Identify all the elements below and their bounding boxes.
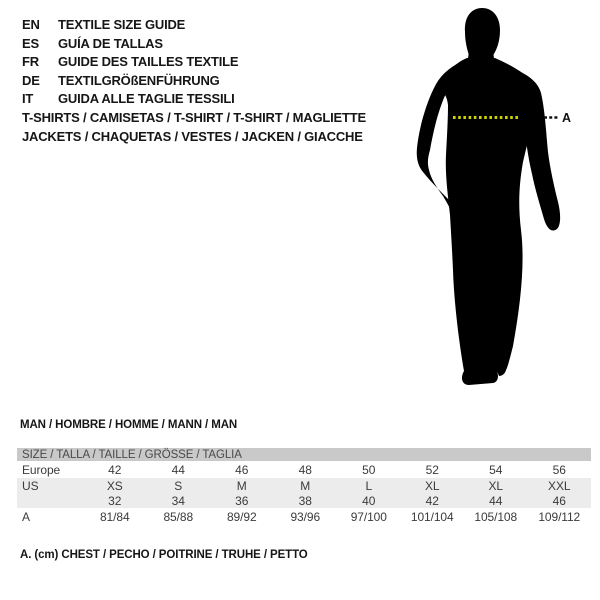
lang-code: IT	[22, 91, 34, 106]
cell: 36	[210, 493, 274, 508]
lang-label: GUÍA DE TALLAS	[58, 35, 163, 51]
cell: 105/108	[464, 508, 528, 526]
cell: L	[337, 478, 401, 493]
cell: 101/104	[401, 508, 465, 526]
cell: XL	[401, 478, 465, 493]
cell: 109/112	[528, 508, 592, 526]
lang-label: GUIDE DES TAILLES TEXTILE	[58, 54, 239, 69]
cell: 56	[528, 461, 592, 478]
tshirts-line: T-SHIRTS / CAMISETAS / T-SHIRT / T-SHIRT / MAGLIETTE	[22, 110, 366, 125]
measurement-footnote: A. (cm) CHEST / PECHO / POITRINE / TRUHE / PETTO	[20, 549, 308, 561]
cell: 93/96	[274, 508, 338, 526]
cell: 46	[528, 493, 592, 508]
lang-label: TEXTILGRÖßENFÜHRUNG	[58, 72, 220, 88]
cell: 52	[401, 461, 465, 478]
size-table	[17, 448, 591, 526]
row-label: US	[17, 478, 83, 493]
cell: XS	[83, 478, 147, 493]
lang-code: DE	[22, 72, 40, 88]
cell: 85/88	[147, 508, 211, 526]
cell: 54	[464, 461, 528, 478]
cell: 50	[337, 461, 401, 478]
measure-label-a: A	[562, 111, 572, 125]
silhouette-head	[465, 8, 500, 62]
row-label	[17, 493, 83, 508]
table-row-europe	[17, 461, 591, 478]
cell: 42	[401, 493, 465, 508]
cell: 46	[210, 461, 274, 478]
cell: 38	[274, 493, 338, 508]
size-table-header-row	[17, 448, 591, 461]
cell: XL	[464, 478, 528, 493]
cell: 44	[464, 493, 528, 508]
row-label: A	[17, 508, 83, 526]
cell: 48	[274, 461, 338, 478]
cell: 81/84	[83, 508, 147, 526]
cell: 44	[147, 461, 211, 478]
lang-code: ES	[22, 35, 39, 51]
lang-label: TEXTILE SIZE GUIDE	[58, 17, 186, 32]
section-title-man: MAN / HOMBRE / HOMME / MANN / MAN	[20, 419, 238, 431]
jackets-line: JACKETS / CHAQUETAS / VESTES / JACKEN / GIACCHE	[22, 129, 363, 144]
table-row-chest-a	[17, 508, 591, 526]
cell: M	[210, 478, 274, 493]
cell: 32	[83, 493, 147, 508]
cell: 42	[83, 461, 147, 478]
cell: 34	[147, 493, 211, 508]
cell: 89/92	[210, 508, 274, 526]
cell: S	[147, 478, 211, 493]
size-table-header: SIZE / TALLA / TAILLE / GRÖSSE / TAGLIA	[17, 448, 591, 461]
table-row-numeric	[17, 493, 591, 508]
lang-label: GUIDA ALLE TAGLIE TESSILI	[58, 91, 235, 106]
cell: 40	[337, 493, 401, 508]
cell: 97/100	[337, 508, 401, 526]
row-label: Europe	[17, 461, 83, 478]
table-row-us	[17, 478, 591, 493]
cell: M	[274, 478, 338, 493]
lang-code: FR	[22, 54, 39, 69]
lang-code: EN	[22, 17, 40, 32]
cell: XXL	[528, 478, 592, 493]
